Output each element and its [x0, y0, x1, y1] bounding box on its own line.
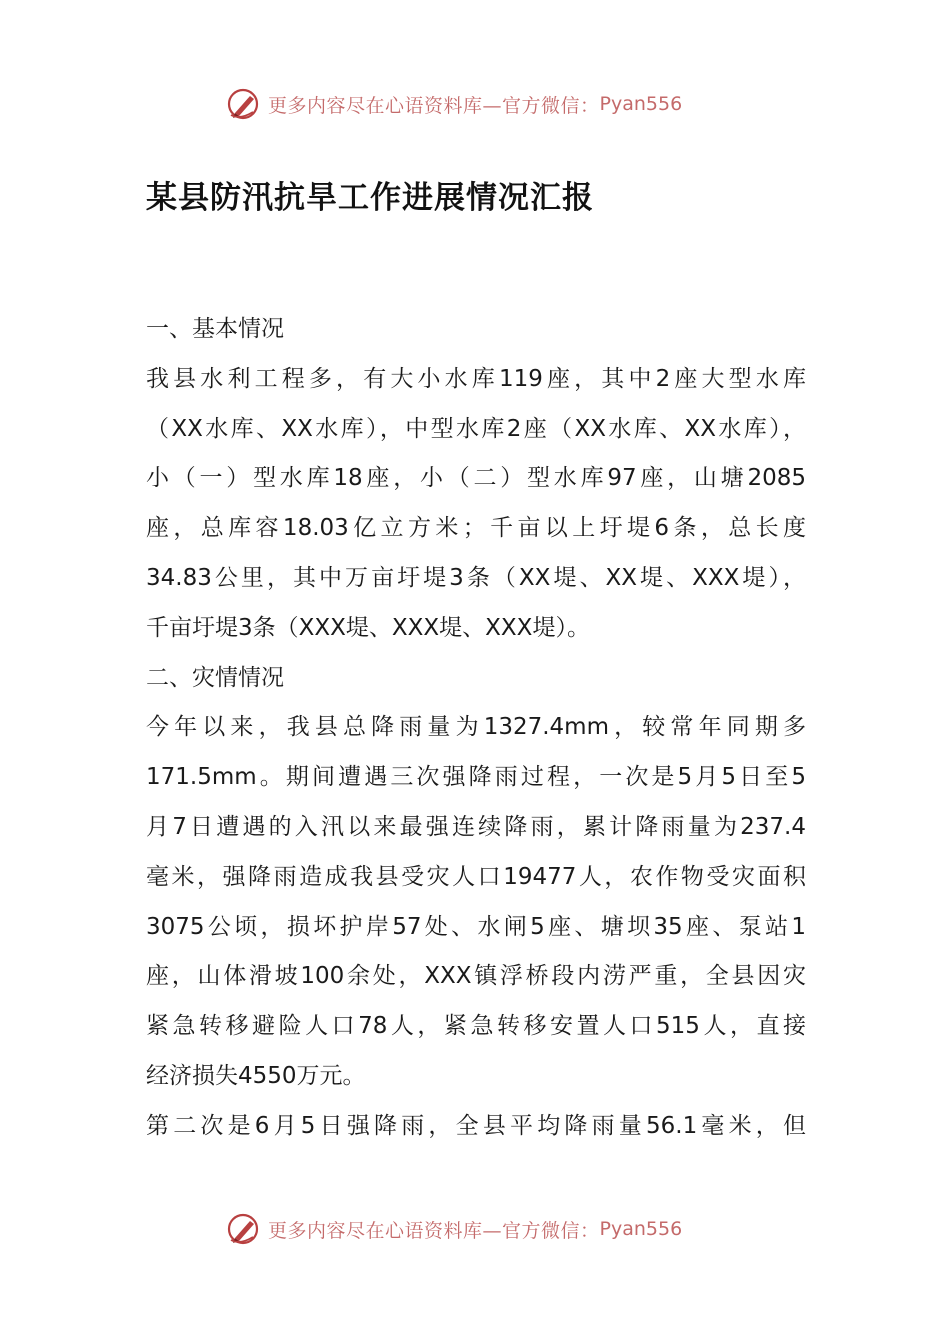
paragraph-line: 月7日遭遇的入汛以来最强连续降雨，累计降雨量为237.4 — [146, 813, 806, 840]
paragraph-line: 3075公顷，损坏护岸57处、水闸5座、塘坝35座、泵站1 — [146, 913, 806, 940]
section-heading: 二、灾情情况 — [146, 664, 284, 691]
watermark-wechat-id: Pyan556 — [599, 93, 683, 115]
watermark-header — [226, 84, 682, 124]
document-body — [146, 305, 806, 1152]
paragraph-line: 座，山体滑坡100余处，XXX镇浮桥段内涝严重，全县因灾 — [146, 963, 806, 990]
watermark-text: 更多内容尽在心语资料库—官方微信： — [268, 1219, 600, 1242]
paragraph-line: 今年以来，我县总降雨量为1327.4mm，较常年同期多 — [146, 714, 806, 741]
paragraph-line: 经济损失4550万元。 — [146, 1062, 366, 1089]
paragraph-line: 第二次是6月5日强降雨，全县平均降雨量56.1毫米，但 — [146, 1112, 806, 1139]
paragraph-line: （XX水库、XX水库），中型水库2座（XX水库、XX水库）， — [146, 415, 806, 442]
watermark-text: 更多内容尽在心语资料库—官方微信： — [268, 94, 600, 117]
paragraph-line: 34.83公里，其中万亩圩堤3条（XX堤、XX堤、XXX堤）， — [146, 564, 806, 591]
watermark-footer — [226, 1209, 682, 1249]
section-heading: 一、基本情况 — [146, 316, 284, 342]
watermark-wechat-id: Pyan556 — [599, 1218, 683, 1240]
paragraph-line: 千亩圩堤3条（XXX堤、XXX堤、XXX堤）。 — [146, 614, 590, 641]
document-title: 某县防汛抗旱工作进展情况汇报 — [146, 180, 594, 216]
pen-logo-icon — [226, 86, 262, 122]
paragraph-line: 171.5mm。期间遭遇三次强降雨过程，一次是5月5日至5 — [146, 764, 806, 791]
paragraph-line: 我县水利工程多，有大小水库119座，其中2座大型水库 — [146, 365, 806, 392]
pen-logo-icon — [226, 1211, 262, 1247]
paragraph-line: 小（一）型水库18座，小（二）型水库97座，山塘2085 — [146, 465, 806, 492]
paragraph-line: 座，总库容18.03亿立方米；千亩以上圩堤6条，总长度 — [146, 515, 806, 542]
paragraph-line: 紧急转移避险人口78人，紧急转移安置人口515人，直接 — [146, 1013, 806, 1040]
paragraph-line: 毫米，强降雨造成我县受灾人口19477人，农作物受灾面积 — [146, 863, 806, 890]
